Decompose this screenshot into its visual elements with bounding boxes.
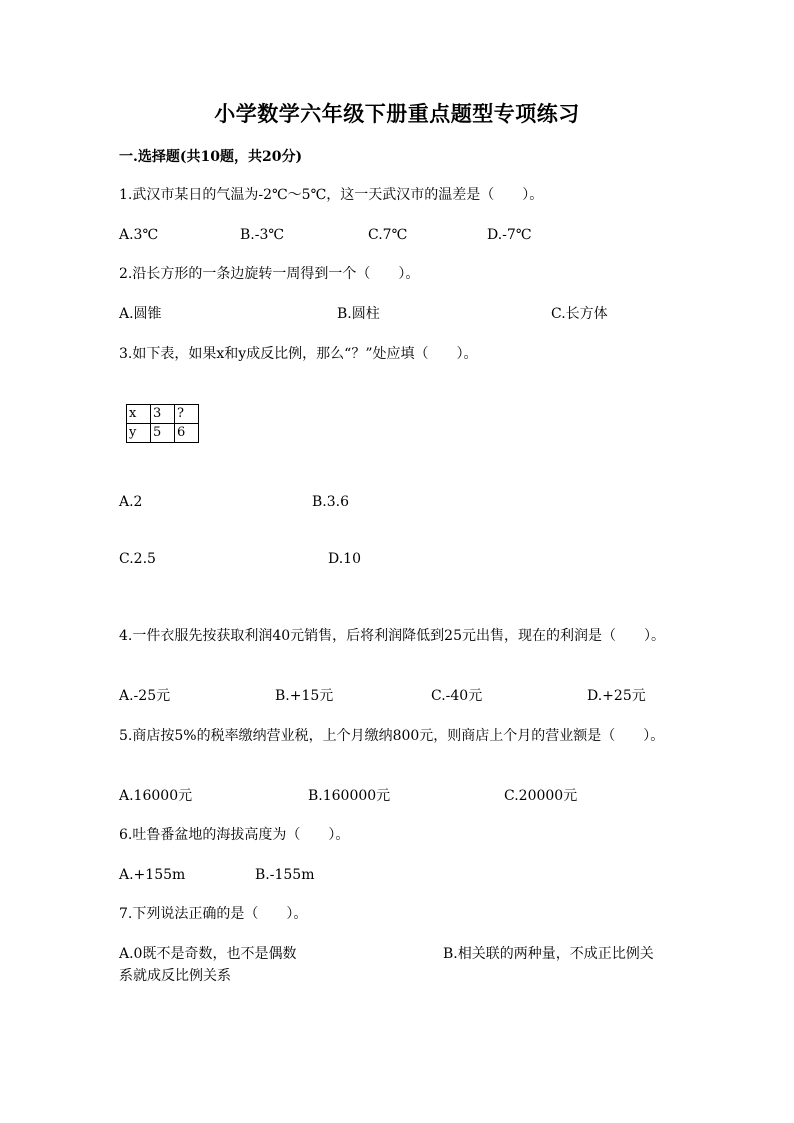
- q5-option-b[interactable]: B.160000元: [308, 788, 391, 804]
- table-cell: y: [127, 424, 151, 443]
- q3-option-a[interactable]: A.2: [119, 494, 143, 510]
- q2-option-a[interactable]: A.圆锥: [119, 306, 162, 322]
- q5-option-a[interactable]: A.16000元: [119, 788, 193, 804]
- table-row: [127, 405, 199, 424]
- q2-option-b[interactable]: B.圆柱: [337, 306, 380, 322]
- table-cell: ?: [175, 405, 199, 424]
- question-6: 6.吐鲁番盆地的海拔高度为（ ）。: [119, 827, 350, 843]
- page-title: 小学数学六年级下册重点题型专项练习: [214, 101, 580, 126]
- table-cell: 3: [151, 405, 175, 424]
- q2-option-c[interactable]: C.长方体: [551, 306, 608, 322]
- question-7: 7.下列说法正确的是（ ）。: [119, 906, 308, 922]
- table-cell: 5: [151, 424, 175, 443]
- q7-option-b[interactable]: B.相关联的两种量，不成正比例关系就成反比例关系: [119, 946, 654, 984]
- q3-option-b[interactable]: B.3.6: [312, 494, 350, 510]
- question-4: 4.一件衣服先按获取利润40元销售，后将利润降低到25元出售，现在的利润是（ ）。: [119, 628, 665, 644]
- q3-option-d[interactable]: D.10: [328, 551, 361, 567]
- q6-option-a[interactable]: A.+155m: [119, 867, 186, 883]
- q4-option-d[interactable]: D.+25元: [587, 688, 646, 704]
- question-3: 3.如下表，如果x和y成反比例，那么“？”处应填（ ）。: [119, 346, 478, 362]
- table-cell: 6: [175, 424, 199, 443]
- xy-table: [126, 404, 199, 443]
- q7-option-a[interactable]: A.0既不是奇数，也不是偶数: [119, 946, 297, 962]
- section-heading: 一.选择题(共10题，共20分): [119, 149, 303, 165]
- q4-option-a[interactable]: A.-25元: [119, 688, 171, 704]
- q4-option-b[interactable]: B.+15元: [275, 688, 334, 704]
- table-row: [127, 424, 199, 443]
- q1-option-a[interactable]: A.3℃: [119, 227, 159, 243]
- q6-option-b[interactable]: B.-155m: [255, 867, 315, 883]
- table-cell: x: [127, 405, 151, 424]
- q1-option-b[interactable]: B.-3℃: [240, 227, 285, 243]
- q4-option-c[interactable]: C.-40元: [431, 688, 483, 704]
- question-5: 5.商店按5%的税率缴纳营业税，上个月缴纳800元，则商店上个月的营业额是（ ）。: [119, 728, 665, 744]
- q1-option-c[interactable]: C.7℃: [368, 227, 408, 243]
- question-2: 2.沿长方形的一条边旋转一周得到一个（ ）。: [119, 266, 420, 282]
- q1-option-d[interactable]: D.-7℃: [487, 227, 532, 243]
- q5-option-c[interactable]: C.20000元: [504, 788, 578, 804]
- question-1: 1.武汉市某日的气温为-2℃～5℃，这一天武汉市的温差是（ ）。: [119, 187, 544, 203]
- q3-option-c[interactable]: C.2.5: [119, 551, 156, 567]
